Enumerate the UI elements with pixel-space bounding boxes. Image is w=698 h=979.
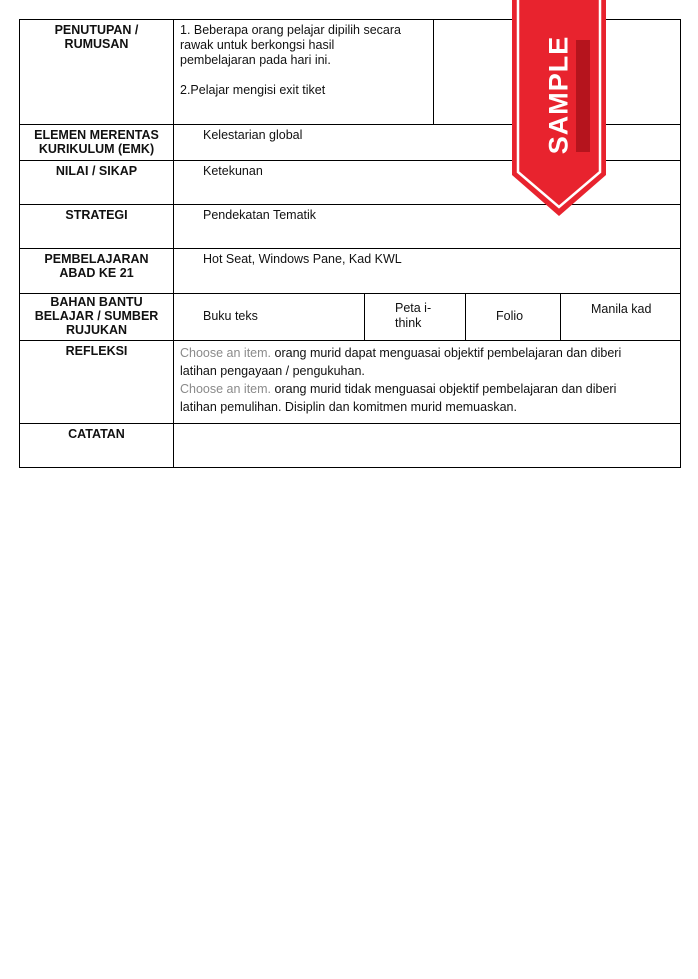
refleksi-text: orang murid dapat menguasai objektif pembelajaran dan diberi — [271, 346, 622, 360]
content-refleksi — [174, 341, 680, 423]
choose-item-dropdown[interactable]: Choose an item. — [180, 346, 272, 360]
bbm-item-text: Peta i- — [395, 301, 432, 315]
label-line: BAHAN BANTU — [50, 295, 143, 309]
step-2: 2.Pelajar mengisi exit tiket — [180, 83, 326, 97]
label-line: BELAJAR / SUMBER — [34, 309, 159, 323]
stamp-tag — [576, 40, 590, 152]
label-line: PENUTUPAN / — [54, 23, 139, 37]
pak21-value: Hot Seat, Windows Pane, Kad KWL — [203, 252, 402, 266]
row-refleksi — [20, 341, 680, 424]
label-text: CATATAN — [68, 427, 125, 441]
cell-divider — [433, 20, 434, 124]
label-pak21 — [20, 249, 174, 293]
bbm-item-text: Buku teks — [203, 309, 258, 323]
content-bbm — [174, 294, 680, 340]
label-line: RUJUKAN — [65, 323, 128, 337]
content-catatan[interactable] — [174, 424, 680, 467]
bbm-item-text: think — [395, 316, 422, 330]
row-bbm — [20, 294, 680, 341]
label-line: ABAD KE 21 — [59, 266, 134, 280]
label-text: STRATEGI — [65, 208, 128, 222]
label-penutupan — [20, 20, 174, 124]
bbm-item-text: Manila kad — [591, 302, 652, 316]
bbm-item — [174, 294, 364, 340]
choose-item-dropdown[interactable]: Choose an item. — [180, 382, 272, 396]
refleksi-line — [180, 380, 680, 398]
refleksi-line — [180, 344, 680, 362]
refleksi-text: latihan pemulihan. Disiplin dan komitmen murid memuaskan. — [180, 400, 517, 414]
label-bbm — [20, 294, 174, 340]
bbm-item — [561, 294, 680, 340]
refleksi-text: orang murid tidak menguasai objektif pembelajaran dan diberi — [271, 382, 617, 396]
label-catatan — [20, 424, 174, 467]
label-line: ELEMEN MERENTAS — [34, 128, 159, 142]
label-text: REFLEKSI — [65, 344, 128, 358]
content-pak21 — [174, 249, 680, 293]
stamp-text: SAMPLE — [543, 35, 574, 155]
emk-value: Kelestarian global — [203, 128, 303, 142]
label-text: NILAI / SIKAP — [55, 164, 138, 178]
label-strategi — [20, 205, 174, 248]
penutupan-steps — [174, 20, 434, 124]
bbm-item-text: Folio — [496, 309, 524, 323]
spacer — [180, 68, 434, 83]
bbm-item — [466, 294, 560, 340]
step-1-line: pembelajaran pada hari ini. — [180, 53, 331, 67]
refleksi-text: latihan pengayaan / pengukuhan. — [180, 364, 365, 378]
nilai-value: Ketekunan — [203, 164, 263, 178]
label-nilai — [20, 161, 174, 204]
strategi-value: Pendekatan Tematik — [203, 208, 317, 222]
bbm-item — [365, 294, 465, 340]
step-1-line: 1. Beberapa orang pelajar dipilih secara — [180, 23, 401, 37]
step-1-line: rawak untuk berkongsi hasil — [180, 38, 335, 52]
label-refleksi — [20, 341, 174, 423]
label-emk — [20, 125, 174, 160]
row-catatan — [20, 424, 680, 467]
sample-stamp — [510, 0, 608, 218]
label-line: KURIKULUM (EMK) — [38, 142, 155, 156]
row-pak21 — [20, 249, 680, 294]
label-line: PEMBELAJARAN — [44, 252, 149, 266]
label-line: RUMUSAN — [64, 37, 129, 51]
